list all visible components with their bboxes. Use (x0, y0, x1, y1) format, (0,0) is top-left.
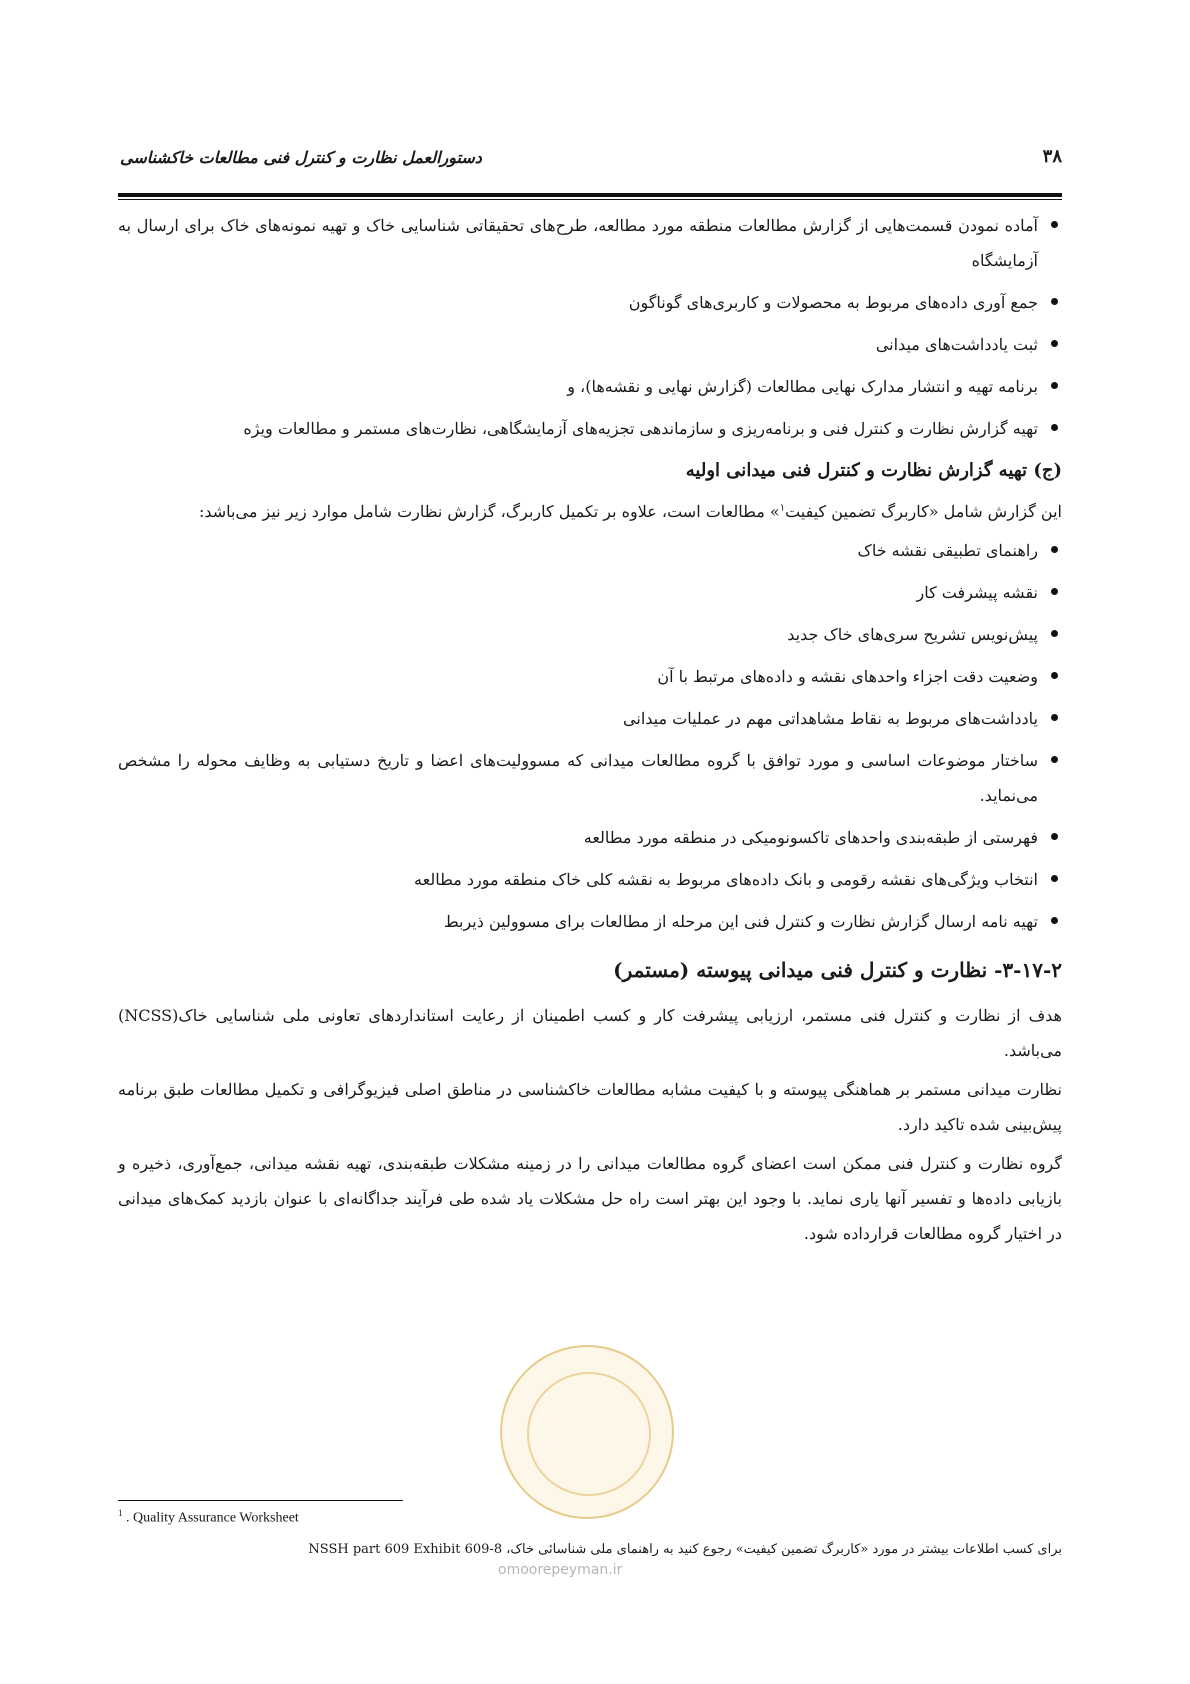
page-header (120, 146, 1062, 178)
seal-inner-ring (527, 1372, 651, 1496)
bullet-icon (1051, 917, 1058, 924)
list-item: راهنمای تطبیقی نقشه خاک (118, 533, 1062, 568)
section-title: ۳-۱۷-۲- نظارت و کنترل فنی میدانی پیوسته (مستمر) (613, 958, 1062, 982)
bullet-icon (1051, 424, 1058, 431)
subheading-c: (ج) تهیه گزارش نظارت و کنترل فنی میدانی اولیه (685, 460, 1062, 481)
bullet-icon (1051, 875, 1058, 882)
footnote-text: . Quality Assurance Worksheet (122, 1510, 299, 1526)
list-item: تهیه گزارش نظارت و کنترل فنی و برنامه‌ریزی و سازماندهی تجزیه‌های آزمایشگاهی، نظارت‌های مستمر و مطالعات ویژه (118, 411, 1062, 446)
footnote-ref[interactable]: ۱ (779, 502, 786, 514)
footnote-rule (118, 1500, 403, 1501)
paragraph-c: این گزارش شامل «کاربرگ تضمین کیفیت$^۱$» مطالعات است، علاوه بر تکمیل کاربرگ، گزارش نظارت شامل موارد زیر نیز می‌باشد: (198, 502, 1062, 521)
running-title: دستورالعمل نظارت و کنترل فنی مطالعات خاکشناسی (120, 148, 482, 167)
list-item: ثبت یادداشت‌های میدانی (118, 327, 1062, 362)
bullet-list-2 (118, 533, 1062, 939)
bullet-icon (1051, 221, 1058, 228)
bullet-icon (1051, 298, 1058, 305)
list-item: فهرستی از طبقه‌بندی واحدهای تاکسونومیکی در منطقه مورد مطالعه (118, 820, 1062, 855)
bullet-list-1 (118, 208, 1062, 446)
footnote-number: 1 (118, 1508, 123, 1518)
bullet-icon (1051, 340, 1058, 347)
list-item: جمع آوری داده‌های مربوط به محصولات و کاربری‌های گوناگون (118, 285, 1062, 320)
bullet-icon (1051, 588, 1058, 595)
seal-icon (500, 1345, 674, 1519)
list-item: انتخاب ویژگی‌های نقشه رقومی و بانک داده‌های مربوط به نقشه کلی خاک منطقه مورد مطالعه (118, 862, 1062, 897)
list-item: پیش‌نویس تشریح سری‌های خاک جدید (118, 617, 1062, 652)
bullet-icon (1051, 630, 1058, 637)
list-item: برنامه تهیه و انتشار مدارک نهایی مطالعات (گزارش نهایی و نقشه‌ها)، و (118, 369, 1062, 404)
paragraph: هدف از نظارت و کنترل فنی مستمر، ارزیابی پیشرفت کار و کسب اطمینان از رعایت استانداردهای تعاونی ملی شناسایی خاک(NCSS) می‌باشد. (118, 1006, 1062, 1060)
bullet-icon (1051, 546, 1058, 553)
footnote (118, 1508, 299, 1527)
list-item: ساختار موضوعات اساسی و مورد توافق با گروه مطالعات میدانی که مسوولیت‌های اعضا و تاریخ دستیابی به وظایف محوله را مشخص می‌نماید. (118, 743, 1062, 813)
watermark-site: omoorepeyman.ir (498, 1562, 623, 1578)
list-item: نقشه پیشرفت کار (118, 575, 1062, 610)
bullet-icon (1051, 833, 1058, 840)
list-item: یادداشت‌های مربوط به نقاط مشاهداتی مهم در عملیات میدانی (118, 701, 1062, 736)
list-item: تهیه نامه ارسال گزارش نظارت و کنترل فنی این مرحله از مطالعات برای مسوولین ذیربط (118, 904, 1062, 939)
page-number: ۳۸ (1042, 146, 1062, 167)
paragraph: نظارت میدانی مستمر بر هماهنگی پیوسته و با کیفیت مشابه مطالعات خاکشناسی در مناطق اصلی فیزیوگرافی و تکمیل مطالعات طبق برنامه پیش‌بینی شده تاکید دارد. (118, 1080, 1062, 1134)
paragraph: گروه نظارت و کنترل فنی ممکن است اعضای گروه مطالعات میدانی را در زمینه مشکلات طبقه‌بندی، تهیه نقشه میدانی، جمع‌آوری، ذخیره و بازیابی داده‌ها و تفسیر آنها یاری نماید. با وجود این بهتر است راه حل مشکلات یاد شده طی فرآیند جداگانه‌ای با عنوان بازدید کمک‌های میدانی در اختیار گروه مطالعات قرارداده شود. (118, 1154, 1062, 1243)
list-item: آماده نمودن قسمت‌هایی از گزارش مطالعات منطقه مورد مطالعه، طرح‌های تحقیقاتی شناسایی خاک و تهیه نمونه‌های خاک برای ارسال به آزمایشگاه (118, 208, 1062, 278)
footnote-note: برای کسب اطلاعات بیشتر در مورد «کاربرگ تضمین کیفیت» رجوع کنید به راهنمای ملی شناسائی خاک، NSSH part 609 Exhibit 609-8 (308, 1542, 1062, 1557)
list-item: وضعیت دقت اجزاء واحدهای نقشه و داده‌های مرتبط با آن (118, 659, 1062, 694)
header-rule-thin (118, 199, 1062, 200)
bullet-icon (1051, 756, 1058, 763)
bullet-icon (1051, 672, 1058, 679)
bullet-icon (1051, 714, 1058, 721)
main-content (118, 208, 1062, 1255)
header-rule-thick (118, 193, 1062, 197)
bullet-icon (1051, 382, 1058, 389)
